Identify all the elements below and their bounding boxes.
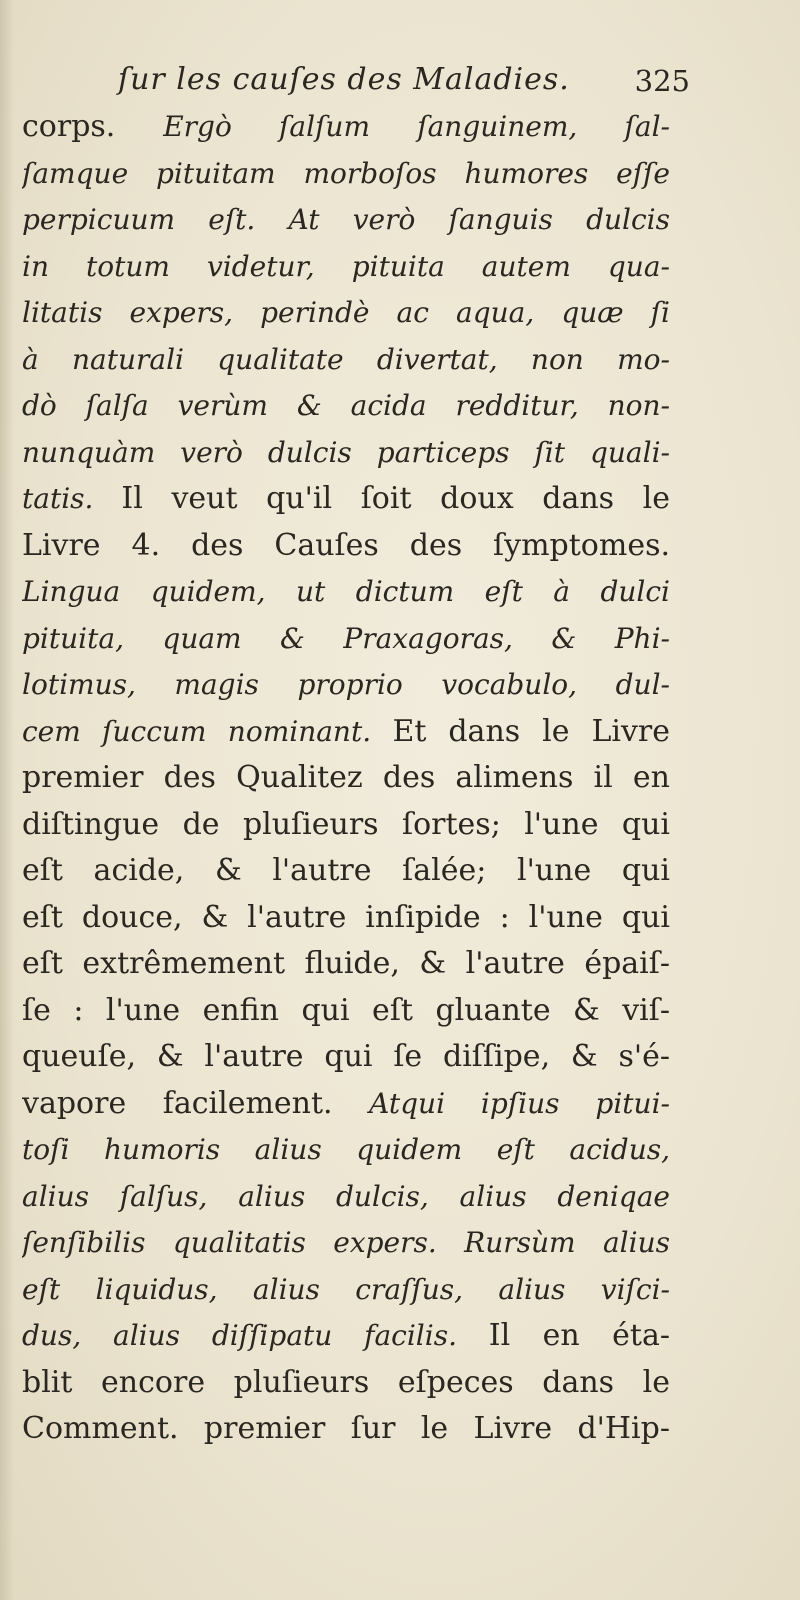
text-line [22,1174,670,1221]
latin-quotation-text: lotimus, magis proprio vocabulo, dul- [22,668,670,701]
latin-quotation-text: cem ſuccum nominant. [22,714,393,748]
body-text [22,104,670,1453]
text-line [22,1406,670,1453]
text-line [22,1081,670,1128]
french-text: vapore facilement. [22,1085,370,1121]
latin-quotation-text: alius ſalſus, alius dulcis, alius deniqae [22,1179,670,1213]
running-title: ſur les cauſes des Maladies. [118,62,570,97]
text-line [22,755,670,802]
latin-quotation-text: dò ſalſa verùm & acida redditur, non- [22,389,670,422]
french-text: premier des Qualitez des alimens il en [22,760,670,795]
text-line [22,1360,670,1407]
french-text: Il en éta- [488,1318,670,1353]
text-line [22,662,670,709]
latin-quotation-text: in totum videtur, pituita autem qua- [22,249,670,283]
french-text: ſe : l'une enfin qui eſt gluante & viſ- [22,992,670,1028]
latin-quotation-text: dus, alius diſſipatu facilis. [22,1319,489,1352]
text-line [22,941,670,988]
french-text: diſtingue de pluſieurs ſortes; l'une qui [22,806,670,842]
text-line [22,476,670,523]
latin-quotation-text: perpicuum eſt. At verò ſanguis dulcis [22,203,670,236]
latin-quotation-text: nunquàm verò dulcis particeps ſit quali- [22,435,670,469]
text-line [22,244,670,291]
text-line [22,802,670,849]
latin-quotation-text: eſt liquidus, alius craſſus, alius viſci- [22,1272,670,1306]
text-line [22,151,670,198]
latin-quotation-text: Lingua quidem, ut dictum eſt à dulci [22,575,670,608]
text-line [22,197,670,244]
text-line [22,616,670,663]
text-line [22,988,670,1035]
text-line [22,290,670,337]
text-line [22,383,670,430]
french-text: Il veut qu'il ſoit doux dans le [121,481,670,516]
page-gutter-shadow [0,0,14,1600]
text-line [22,1034,670,1081]
french-text: blit encore pluſieurs eſpeces dans le [22,1364,670,1400]
text-line [22,1267,670,1314]
text-line [22,430,670,477]
french-text: Et dans le Livre [392,713,670,749]
french-text: queuſe, & l'autre qui ſe diſſipe, & s'é- [22,1039,670,1074]
latin-quotation-text: ſamque pituitam morboſos humores eſſe [22,156,670,190]
latin-quotation-text: Atqui ipſius pitui- [369,1086,670,1120]
text-line [22,895,670,942]
french-text: Livre 4. des Cauſes des ſymptomes. [22,527,670,563]
page-header [118,62,690,102]
latin-quotation-text: Ergò ſalſum ſanguinem, ſal- [163,110,670,143]
french-text: eſt extrêmement fluide, & l'autre épaiſ- [22,946,670,981]
latin-quotation-text: toſi humoris alius quidem eſt acidus, [22,1133,670,1166]
text-line [22,1127,670,1174]
french-text: Comment. premier ſur le Livre d'Hip- [22,1411,670,1446]
text-line [22,848,670,895]
text-line [22,569,670,616]
french-text: eſt douce, & l'autre inſipide : l'une qui [22,899,670,935]
latin-quotation-text: pituita, quam & Praxagoras, & Phi- [22,621,670,655]
page-number: 325 [634,64,690,98]
latin-quotation-text: à naturali qualitate divertat, non mo- [22,342,670,376]
text-line [22,1220,670,1267]
latin-quotation-text: tatis. [22,482,122,515]
text-line [22,1313,670,1360]
french-text: corps. [22,109,164,144]
text-line [22,709,670,756]
text-line [22,104,670,151]
french-text: eſt acide, & l'autre ſalée; l'une qui [22,853,670,888]
text-line [22,523,670,570]
latin-quotation-text: ſenſibilis qualitatis expers. Rursùm alius [22,1226,670,1259]
text-line [22,337,670,384]
latin-quotation-text: litatis expers, perindè ac aqua, quæ ſi [22,296,670,329]
